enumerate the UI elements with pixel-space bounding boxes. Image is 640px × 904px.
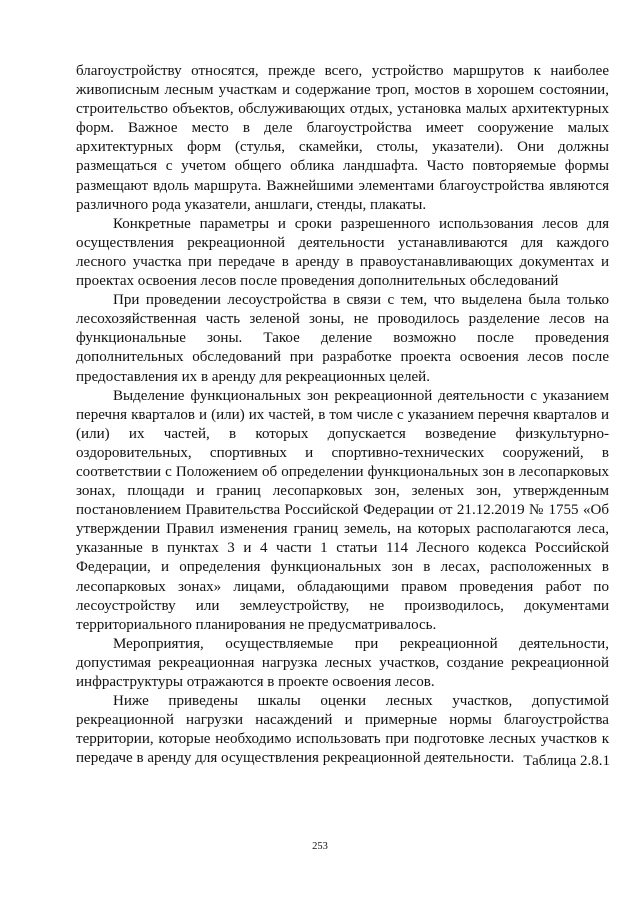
- body-text: [76, 62, 609, 768]
- page-number: 253: [312, 841, 328, 852]
- paragraph-1: благоустройству относятся, прежде всего, устройство маршрутов к наиболее живописным лесным участкам и содержание троп, мостов в хорошем состоянии, строительство объектов, обслуживающих отдых, установка малых архитектурных форм. Важное место в деле благоустройства имеет сооружение малых архитектурных форм (стулья, скамейки, столы, указатели). Они должны размещаться с учетом общего облика ландшафта. Часто повторяемые формы размещают вдоль маршрута. Важнейшими элементами благоустройства являются различного рода указатели, аншлаги, стенды, плакаты.: [76, 63, 609, 213]
- paragraph-2: Конкретные параметры и сроки разрешенного использования лесов для осуществления рекреационной деятельности устанавливаются для каждого лесного участка при передаче в аренду в правоустанавливающих документах и проектах освоения лесов после проведения дополнительных обследований: [76, 215, 609, 290]
- paragraph-5: Мероприятия, осуществляемые при рекреационной деятельности, допустимая рекреационная нагрузка лесных участков, создание рекреационной инфраструктуры отражаются в проекте освоения лесов.: [76, 635, 609, 690]
- paragraph-4: Выделение функциональных зон рекреационной деятельности с указанием перечня кварталов и (или) их частей, в том числе с указанием перечня кварталов и (или) их частей, в которых допускается возведение физкультурно-оздоровительных, спортивных и спортивно-технических сооружений, в соответствии с Положением об определении функциональных зон в лесопарковых зонах, площади и границ лесопарковых зон, зеленых зон, утвержденным постановлением Правительства Российской Федерации от 21.12.2019 № 1755 «Об утверждении Правил изменения границ земель, на которых располагаются леса, указанные в пунктах 3 и 4 части 1 статьи 114 Лесного кодекса Российской Федерации, и определения функциональных зон в лесах, расположенных в лесопарковых зонах» лицами, обладающими правом проведения работ по лесоустройству или землеустройству, не производилось, документами территориального планирования не предусматривалось.: [76, 387, 609, 633]
- table-caption: Таблица 2.8.1: [523, 753, 610, 769]
- paragraph-3: При проведении лесоустройства в связи с тем, что выделена была только лесохозяйственная часть зеленой зоны, не проводилось разделение лесов на функциональные зоны. Такое деление возможно после проведения дополнительных обследований при разработке проекта освоения лесов после предоставления их в аренду для рекреационных целей.: [76, 292, 609, 385]
- paragraph-6: Ниже приведены шкалы оценки лесных участков, допустимой рекреационной нагрузки насаждений и примерные нормы благоустройства территории, которые необходимо использовать при подготовке лесных участков к передаче в аренду для осуществления рекреационной деятельности.: [76, 693, 609, 767]
